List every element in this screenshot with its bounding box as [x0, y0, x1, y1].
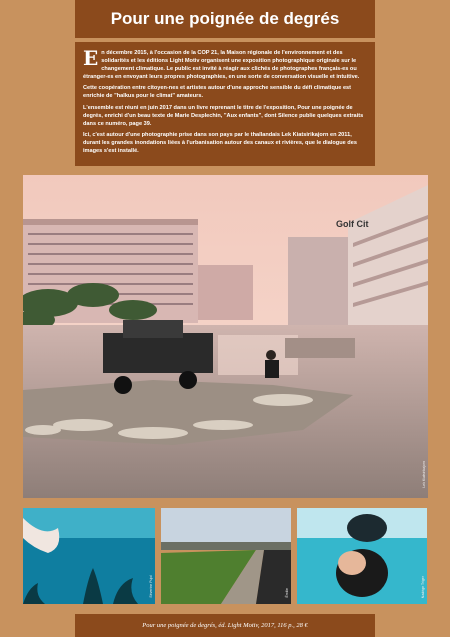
thumb-swimmer	[297, 508, 427, 604]
main-photo-flood	[23, 175, 428, 498]
intro-paragraph-1: En décembre 2015, à l'occasion de la COP 21, la Maison régionale de l'environnement et des solidarités et les éditions Light Motiv organisent une exposition photographique originale sur le changement climatique. Le public est invité à réagir aux clichés de photographes français-es ou étranger-es en envoyant leurs propres photographies, en une sorte de conversation visuelle et intuitive.	[83, 46, 360, 81]
thumb-canal	[161, 508, 291, 604]
thumb-2-credit: Émilie	[285, 588, 289, 598]
book-caption-banner	[75, 614, 375, 637]
intro-paragraph-2: Cette coopération entre citoyen-nes et artistes autour d'une approche sensible du défi climatique est enrichie de "haïkus pour le climat" amateurs.	[83, 85, 352, 100]
golf-city-sign: Golf Cit	[336, 219, 369, 229]
swimmer-illustration	[297, 508, 427, 604]
thumb-1-credit: Séverine Pujol	[149, 575, 153, 598]
flood-scene-illustration	[23, 175, 428, 498]
canal-landscape-illustration	[161, 508, 291, 604]
page-title: Pour une poignée de degrés	[110, 9, 340, 28]
underwater-plants-illustration	[23, 508, 155, 604]
thumb-underwater-left	[23, 508, 155, 604]
page-title-banner	[75, 0, 375, 38]
intro-paragraph-4: Ici, c'est autour d'une photographie prise dans son pays par le thaïlandais Lek Kiatsirikajorn en 2011, durant les grandes inondations liées à l'urbanisation autour des canaux et rivières, que le dialogue des images s'est installé.	[83, 131, 357, 155]
intro-paragraph-3: L'ensemble est réuni en juin 2017 dans un livre reprenant le titre de l'exposition, Pour une poignée de degrés, enrichi d'un beau texte de Marie Desplechin, "Aux enfants", dont Silence publie quelques extraits dans ce numéro, page 39.	[83, 104, 364, 127]
intro-text-box	[75, 42, 375, 166]
main-photo-credit: Lek Kiatsirikajorn	[422, 461, 426, 488]
book-caption: Pour une poignée de degrés, éd. Light Motiv, 2017, 116 p., 28 €	[142, 622, 308, 629]
dropcap: E	[83, 46, 99, 70]
thumb-3-credit: Nadège Triger	[421, 575, 425, 598]
